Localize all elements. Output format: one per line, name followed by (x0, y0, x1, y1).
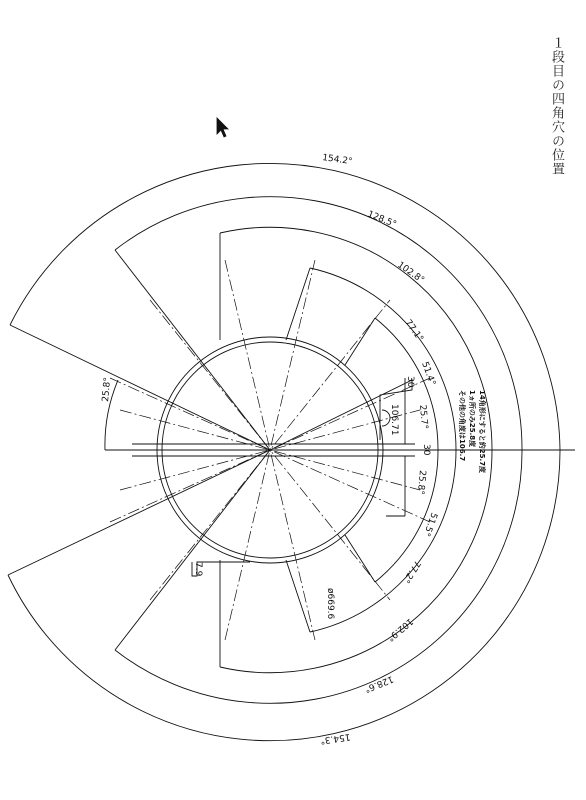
angle-label: 102.8° (395, 260, 426, 286)
angle-label: 128.5° (365, 209, 398, 231)
angle-label: 77.1° (402, 317, 425, 344)
angle-label: 128.6° (362, 673, 395, 694)
diameter-label: ø669.6 (325, 588, 335, 620)
arc-154-2 (10, 163, 560, 450)
angle-label: 154.2° (321, 153, 353, 168)
arc-128-6 (115, 450, 522, 703)
note-line: 14角形にすると約25.7度 (478, 390, 486, 474)
note-line: 1ヵ所のみ25.8度 (468, 390, 476, 448)
mouse-cursor-icon (217, 118, 228, 137)
small-dimension: 30 (421, 444, 431, 456)
radial-edge-51-5 (345, 535, 375, 582)
arc-77-1 (310, 268, 456, 450)
angle-label: 25.8° (414, 469, 427, 496)
small-dimension: 30 (405, 376, 415, 388)
cutout-dimension: 106.71 (389, 404, 399, 436)
square-hole-notch (382, 410, 390, 426)
drawing-title: １段目の四角穴の位置 (549, 36, 564, 176)
radial-edge-128-5 (115, 250, 270, 450)
arc-102-8 (220, 227, 492, 450)
radial-edge-128-6 (115, 450, 270, 650)
angle-label: 51.4° (419, 360, 437, 388)
radial-edge-51-4 (345, 318, 375, 365)
small-dimension: 7.9 (193, 562, 203, 577)
angle-label: 102.9° (384, 615, 415, 643)
angle-label: 77.2° (400, 558, 422, 585)
angle-label: 25.8° (101, 376, 114, 403)
radial-edge-77-1 (286, 268, 310, 340)
angle-label: 154.3° (319, 731, 351, 746)
angle-label: 25.7° (417, 404, 430, 430)
note-line: その他の角度は106.7 (458, 390, 466, 462)
angle-label: 51.5° (420, 510, 439, 538)
radial-edge-77-2 (286, 560, 310, 632)
arc-102-9 (220, 450, 492, 673)
